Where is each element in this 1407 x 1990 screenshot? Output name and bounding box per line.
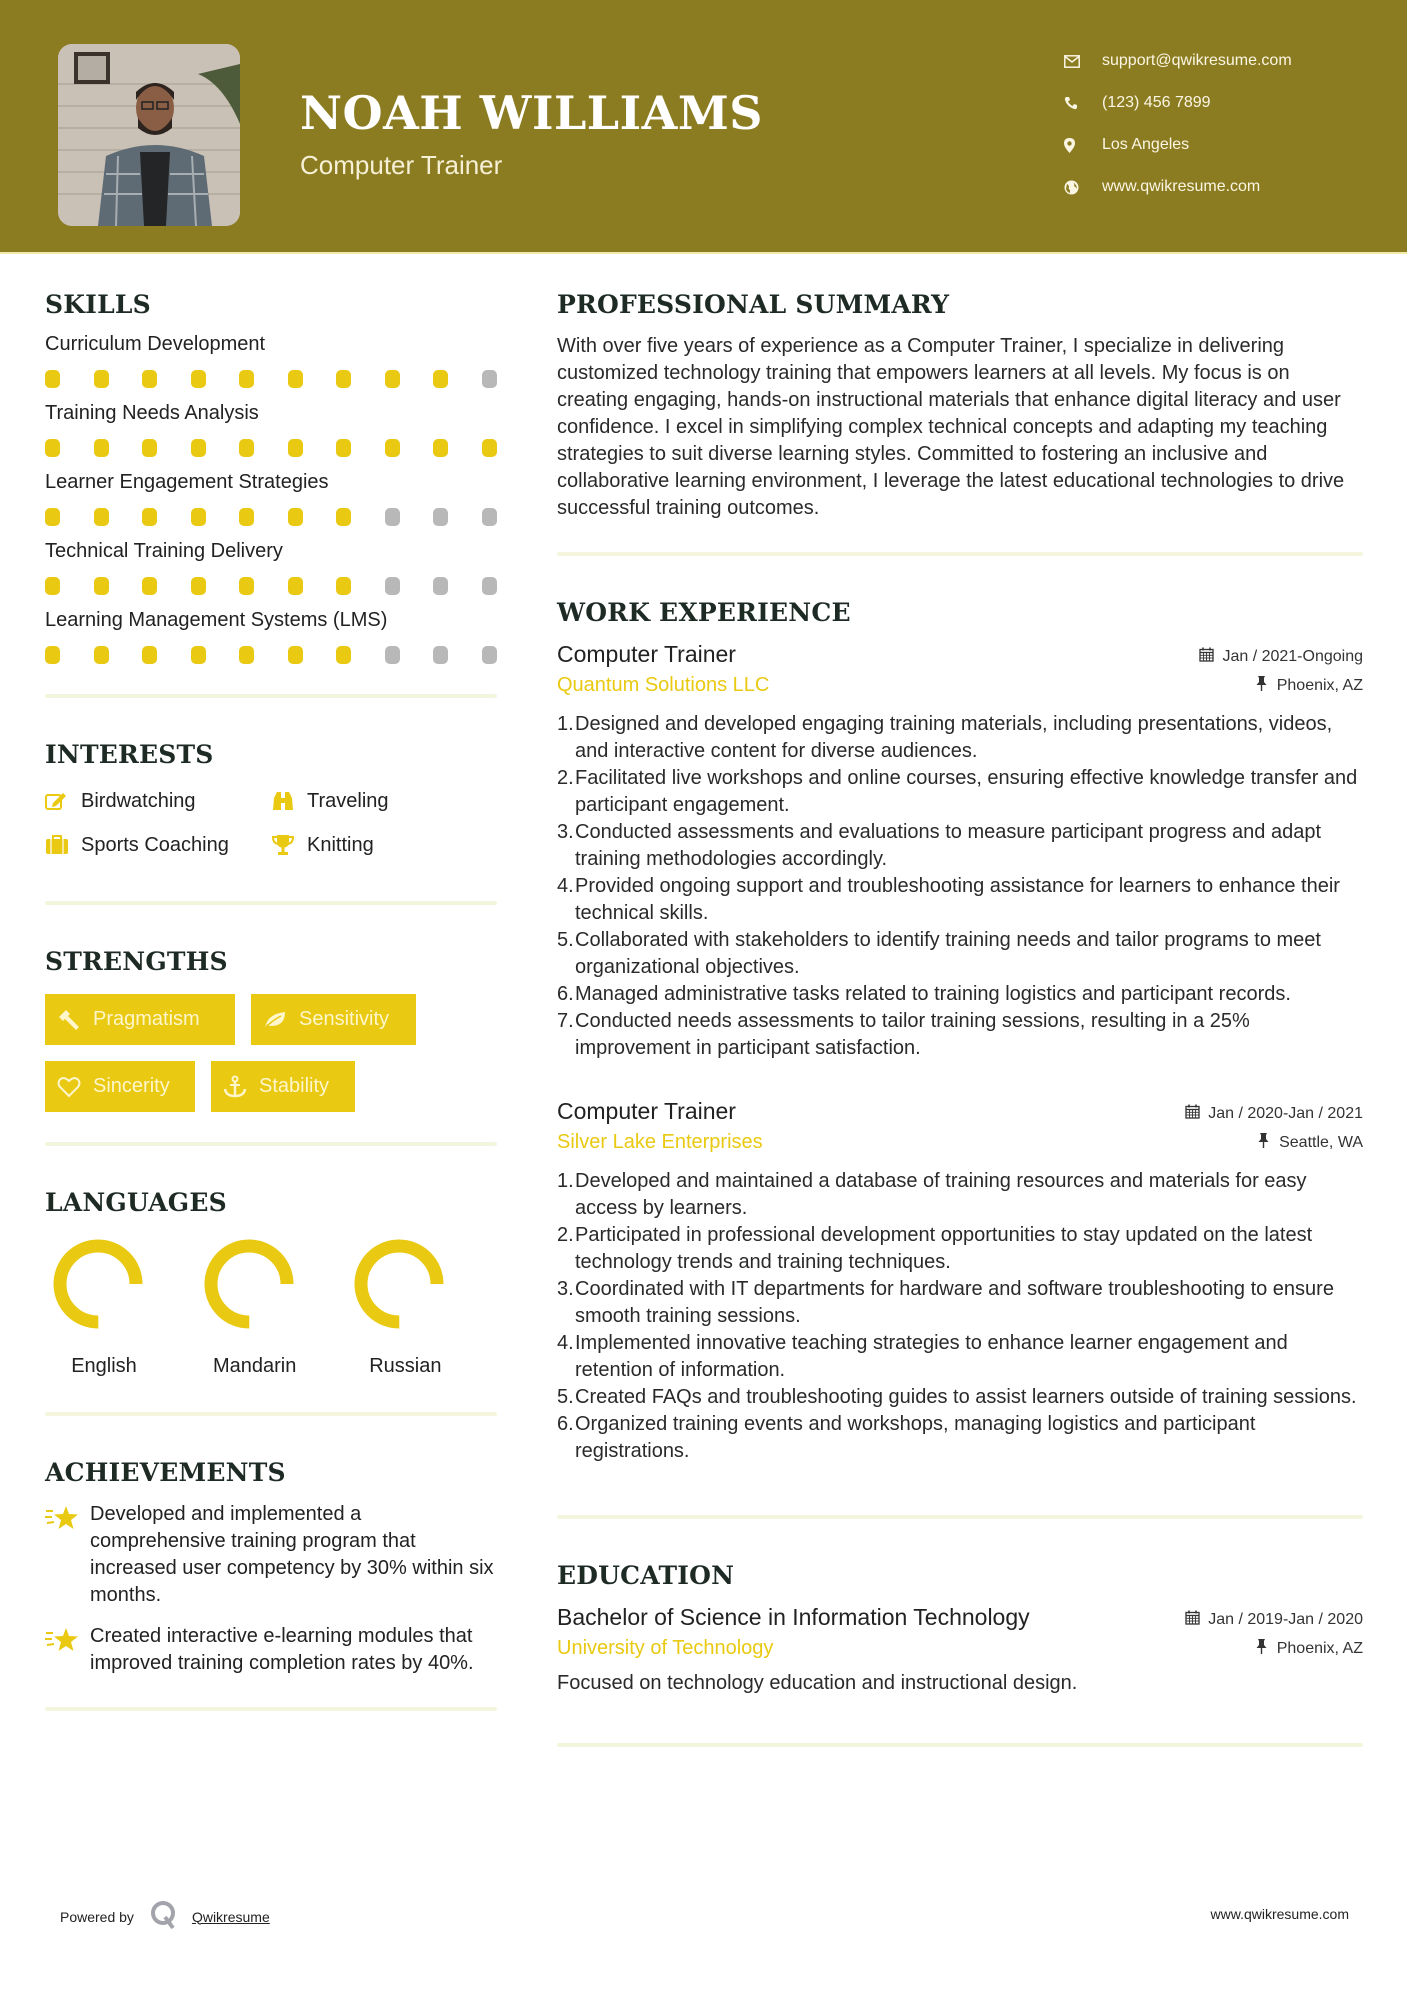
education-list [557,1604,1363,1697]
job-title: Computer Trainer [557,1098,736,1124]
rating-dot-filled [45,439,60,457]
rating-dot-empty [385,508,400,526]
rating-dot-filled [94,508,109,526]
responsibility-text: Coordinated with IT departments for hardware and software troubleshooting to ensure smooth training sessions. [575,1278,1334,1327]
education-date [1185,1610,1363,1630]
responsibility-item [557,1222,1363,1276]
rating-dot-empty [433,646,448,664]
strengths-heading: STRENGTHS [45,947,228,976]
company-name: Quantum Solutions LLC [557,674,770,696]
rating-dot-filled [142,577,157,595]
language-name: English [71,1355,137,1377]
responsibility-item [557,1276,1363,1330]
degree-title: Bachelor of Science in Information Technology [557,1604,1030,1630]
languages-section [45,1188,497,1416]
language-item [196,1237,347,1378]
contact-phone[interactable] [1064,82,1292,124]
education-entry [557,1604,1363,1697]
skill-name: Technical Training Delivery [45,540,283,562]
language-progress-ring [202,1237,296,1331]
list-number: 3. [557,1278,574,1300]
contact-location [1064,124,1292,166]
edit-icon [45,791,81,811]
candidate-title: Computer Trainer [300,150,503,180]
achievement-text: Created interactive e-learning modules that improved training completion rates by 40%. [90,1625,474,1674]
skill-rating [45,646,497,664]
interest-item [45,829,271,861]
strength-label: Sensitivity [299,1008,390,1030]
strength-badge [45,1061,195,1112]
rating-dot-filled [336,646,351,664]
education-section [557,1561,1363,1747]
rating-dot-filled [482,439,497,457]
education-location [1256,1639,1363,1659]
summary-heading: PROFESSIONAL SUMMARY [557,290,950,319]
rating-dot-empty [385,577,400,595]
job-header [557,641,1363,668]
job-location [1256,676,1363,696]
rating-dot-filled [433,439,448,457]
rating-dot-filled [142,508,157,526]
list-number: 6. [557,1413,574,1435]
resume-header [0,0,1407,254]
map-marker-icon [1064,138,1102,153]
job-entry [557,1098,1363,1465]
responsibility-text: Collaborated with stakeholders to identify training needs and tailor programs to meet organizational objectives. [575,929,1321,978]
footer-powered-by [60,1900,270,1933]
contact-phone-text: (123) 456 7899 [1102,94,1211,111]
strength-badge [45,994,235,1045]
rating-dot-filled [191,439,206,457]
pushpin-icon [1258,1133,1279,1153]
rating-dot-filled [45,370,60,388]
job-date-text: Jan / 2020-Jan / 2021 [1208,1105,1363,1122]
responsibility-item [557,1008,1363,1062]
job-subheader [557,1131,1363,1154]
section-divider [45,1707,497,1711]
list-number: 6. [557,983,574,1005]
job-header [557,1098,1363,1125]
skills-heading: SKILLS [45,290,151,319]
job-title: Computer Trainer [557,641,736,667]
section-divider [557,552,1363,556]
list-number: 3. [557,821,574,843]
achievement-item [45,1501,497,1609]
rating-dot-filled [45,646,60,664]
responsibility-text: Conducted assessments and evaluations to measure participant progress and adapt training methodologies accordingly. [575,821,1322,870]
list-number: 2. [557,767,574,789]
list-number: 1. [557,713,574,735]
strength-badge [211,1061,355,1112]
gavel-icon [57,1009,81,1031]
interest-item [271,785,471,817]
rating-dot-filled [239,370,254,388]
rating-dot-filled [336,439,351,457]
interest-label: Sports Coaching [81,833,229,856]
language-progress-ring [352,1237,446,1331]
rating-dot-filled [142,646,157,664]
section-divider [557,1515,1363,1519]
pushpin-icon [1256,676,1277,696]
responsibility-item [557,981,1363,1008]
contact-website-text: www.qwikresume.com [1102,178,1261,195]
education-date-text: Jan / 2019-Jan / 2020 [1208,1611,1363,1628]
job-date [1199,647,1363,667]
contact-email-text: support@qwikresume.com [1102,52,1292,69]
section-divider [45,1142,497,1146]
rating-dot-filled [45,577,60,595]
experience-section [557,598,1363,1519]
right-column [557,290,1363,1747]
responsibility-item [557,711,1363,765]
list-number: 7. [557,1010,574,1032]
job-entry [557,641,1363,1062]
rating-dot-empty [433,508,448,526]
rating-dot-empty [482,508,497,526]
school-name: University of Technology [557,1637,774,1659]
education-header [557,1604,1363,1631]
rating-dot-filled [191,646,206,664]
interests-heading: INTERESTS [45,740,214,769]
rating-dot-filled [94,646,109,664]
job-location [1258,1133,1363,1153]
rating-dot-filled [336,577,351,595]
rating-dot-empty [385,646,400,664]
interest-label: Traveling [307,789,389,812]
interest-label: Birdwatching [81,789,196,812]
rating-dot-filled [239,577,254,595]
star-icon [45,1501,90,1609]
responsibility-text: Implemented innovative teaching strategies to enhance learner engagement and retention of information. [575,1332,1288,1381]
responsibility-text: Conducted needs assessments to tailor training sessions, resulting in a 25% improvement in participant satisfaction. [575,1010,1250,1059]
qwikresume-link[interactable]: Qwikresume [191,1908,270,1925]
list-number: 5. [557,1386,574,1408]
responsibility-item [557,765,1363,819]
skills-section [45,290,497,698]
education-location-text: Phoenix, AZ [1276,1640,1363,1657]
rating-dot-filled [336,508,351,526]
rating-dot-filled [433,370,448,388]
strength-label: Pragmatism [93,1008,200,1030]
trophy-icon [271,834,307,856]
contact-list [1064,40,1292,208]
job-responsibilities [557,711,1363,1062]
rating-dot-filled [385,439,400,457]
company-name: Silver Lake Enterprises [557,1131,763,1153]
language-name: Russian [369,1355,442,1377]
responsibility-text: Organized training events and workshops, managing logistics and participant registrations. [575,1413,1256,1462]
interest-item [45,785,271,817]
summary-section [557,290,1363,556]
strength-badge [251,994,416,1045]
rating-dot-filled [142,370,157,388]
rating-dot-filled [239,646,254,664]
section-divider [45,1412,497,1416]
skill-name: Curriculum Development [45,333,266,355]
rating-dot-empty [433,577,448,595]
skill-rating [45,508,497,526]
language-item [346,1237,497,1378]
education-heading: EDUCATION [557,1561,735,1590]
rating-dot-filled [239,508,254,526]
rating-dot-filled [94,370,109,388]
interest-item [271,829,471,861]
contact-location-text: Los Angeles [1102,136,1190,153]
left-column [45,290,497,1711]
language-progress-ring [51,1237,145,1331]
achievement-item [45,1623,497,1677]
pushpin-icon [1256,1639,1277,1659]
language-item [45,1237,196,1378]
job-location-text: Seattle, WA [1279,1134,1363,1151]
contact-email[interactable] [1064,40,1292,82]
calendar-icon [1185,1104,1208,1124]
summary-text: With over five years of experience as a Computer Trainer, I specialize in delivering customized technology training that empowers learners at all levels. My focus is on creating engaging, hands-on instructional materials that enhance digital literacy and user confidence. I excel in simplifying complex technical concepts and adapting my teaching strategies to suit diverse learning styles. Committed to fostering an inclusive and collaborative learning environment, I leverage the latest educational technologies to drive successful training outcomes. [557,335,1345,519]
list-number: 2. [557,1224,574,1246]
skill-name: Learner Engagement Strategies [45,471,329,493]
list-number: 4. [557,1332,574,1354]
responsibility-item [557,1330,1363,1384]
skill-rating [45,439,497,457]
strength-label: Sincerity [93,1075,170,1097]
responsibility-text: Managed administrative tasks related to training logistics and participant records. [575,983,1291,1005]
rating-dot-filled [45,508,60,526]
responsibility-text: Participated in professional development opportunities to stay updated on the latest technology trends and training techniques. [575,1224,1313,1273]
responsibility-text: Designed and developed engaging training materials, including presentations, videos, and interactive content for diverse audiences. [575,713,1333,762]
achievement-text: Developed and implemented a comprehensive training program that increased user competency by 30% within six months. [90,1503,494,1606]
rating-dot-filled [336,370,351,388]
achievements-section [45,1458,497,1711]
skill-name: Learning Management Systems (LMS) [45,609,388,631]
skill-rating [45,370,497,388]
strengths-list [45,994,497,1112]
calendar-icon [1199,647,1222,667]
suitcase-icon [45,835,81,855]
rating-dot-filled [94,439,109,457]
powered-by-label: Powered by [60,1908,134,1925]
rating-dot-filled [191,508,206,526]
strength-label: Stability [259,1075,330,1097]
rating-dot-filled [385,370,400,388]
rating-dot-filled [288,370,303,388]
star-icon [45,1623,90,1677]
responsibility-item [557,1168,1363,1222]
phone-icon [1064,96,1102,110]
responsibility-text: Provided ongoing support and troubleshooting assistance for learners to enhance their technical skills. [575,875,1340,924]
achievements-list [45,1501,497,1677]
languages-heading: LANGUAGES [45,1188,227,1217]
responsibility-item [557,1411,1363,1465]
language-name: Mandarin [212,1355,297,1377]
education-description: Focused on technology education and instructional design. [557,1672,1078,1694]
contact-website[interactable] [1064,166,1292,208]
responsibility-text: Facilitated live workshops and online courses, ensuring effective knowledge transfer and participant engagement. [575,767,1358,816]
profile-photo [58,44,240,226]
job-date-text: Jan / 2021-Ongoing [1222,648,1363,665]
interests-section [45,740,497,905]
rating-dot-empty [482,577,497,595]
responsibility-item [557,927,1363,981]
rating-dot-filled [288,646,303,664]
rating-dot-empty [482,370,497,388]
leaf-icon [263,1010,287,1030]
skills-list [45,333,497,664]
list-number: 4. [557,875,574,897]
skill-rating [45,577,497,595]
section-divider [557,1743,1363,1747]
job-location-text: Phoenix, AZ [1276,677,1363,694]
rating-dot-filled [239,439,254,457]
rating-dot-filled [191,577,206,595]
candidate-name: NOAH WILLIAMS [300,86,763,140]
experience-heading: WORK EXPERIENCE [557,598,851,627]
job-responsibilities [557,1168,1363,1465]
section-divider [45,901,497,905]
strengths-section [45,947,497,1146]
calendar-icon [1185,1610,1208,1630]
rating-dot-filled [191,370,206,388]
rating-dot-empty [482,646,497,664]
job-date [1185,1104,1363,1124]
job-subheader [557,674,1363,697]
responsibility-item [557,873,1363,927]
interests-list [45,785,497,861]
rating-dot-filled [94,577,109,595]
skill-name: Training Needs Analysis [45,402,259,424]
list-number: 1. [557,1170,574,1192]
rating-dot-filled [288,439,303,457]
section-divider [45,694,497,698]
heart-icon [57,1076,81,1098]
anchor-icon [223,1075,247,1099]
languages-list [45,1237,497,1378]
rating-dot-filled [288,577,303,595]
responsibility-item [557,819,1363,873]
responsibility-item [557,1384,1363,1411]
binoculars-icon [271,790,307,812]
footer-website[interactable]: www.qwikresume.com [1210,1906,1349,1922]
rating-dot-filled [288,508,303,526]
responsibility-text: Created FAQs and troubleshooting guides to assist learners outside of training sessions. [575,1386,1357,1408]
responsibility-text: Developed and maintained a database of training resources and materials for easy access by learners. [575,1170,1307,1219]
profile-photo-image [58,44,240,226]
interest-label: Knitting [307,833,374,856]
rating-dot-filled [142,439,157,457]
education-subheader [557,1637,1363,1660]
globe-icon [1064,180,1102,195]
list-number: 5. [557,929,574,951]
jobs-list [557,641,1363,1465]
achievements-heading: ACHIEVEMENTS [45,1458,286,1487]
envelope-icon [1064,55,1102,68]
qwikresume-logo-icon [150,1900,178,1933]
